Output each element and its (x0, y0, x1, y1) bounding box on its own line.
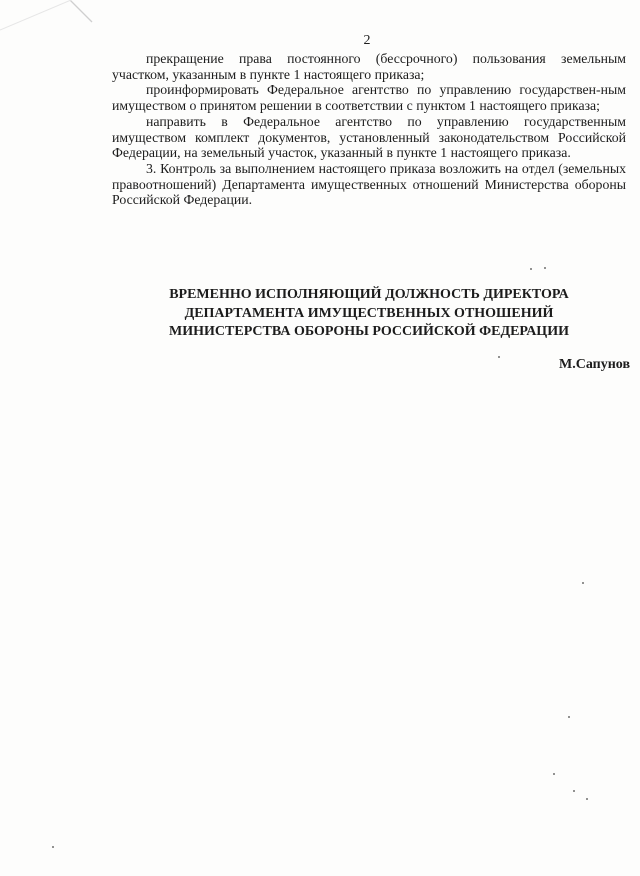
scan-speck (530, 268, 532, 270)
signatory-title-line: ДЕПАРТАМЕНТА ИМУЩЕСТВЕННЫХ ОТНОШЕНИЙ (184, 305, 554, 321)
paragraph-inform-agency: проинформировать Федеральное агентство по управлению государствен-ным имуществом о принятом решении в соответствии с пунктом 1 настоящего приказа; (112, 82, 626, 114)
scan-speck (586, 798, 588, 800)
scan-speck (52, 846, 54, 848)
page-number: 2 (363, 33, 371, 48)
scan-speck (568, 716, 570, 718)
signer-name: М.Сапунов (559, 357, 630, 372)
scan-speck (498, 356, 500, 358)
document-body (112, 51, 626, 208)
paragraph-send-documents: направить в Федеральное агентство по управлению государственным имуществом комплект документов, установленный законодательством Российской Федерации, на земельный участок, указанный в пункте 1 настоящего приказа. (112, 113, 626, 161)
scan-speck (544, 267, 546, 269)
scan-speck (553, 773, 555, 775)
paragraph-termination: прекращение права постоянного (бессрочного) пользования земельным участком, указанным в пункте 1 настоящего приказа; (112, 51, 626, 82)
signatory-title (112, 286, 626, 342)
signatory-title-line: МИНИСТЕРСТВА ОБОРОНЫ РОССИЙСКОЙ ФЕДЕРАЦИИ (169, 324, 569, 339)
scan-speck (573, 790, 575, 792)
paragraph-control: 3. Контроль за выполнением настоящего приказа возложить на отдел (земельных правоотношений) Департамента имущественных отношений Министерства обороны Российской Федерации. (112, 160, 626, 208)
scan-speck (582, 582, 584, 584)
signatory-title-line: ВРЕМЕННО ИСПОЛНЯЮЩИЙ ДОЛЖНОСТЬ ДИРЕКТОРА (169, 287, 569, 302)
